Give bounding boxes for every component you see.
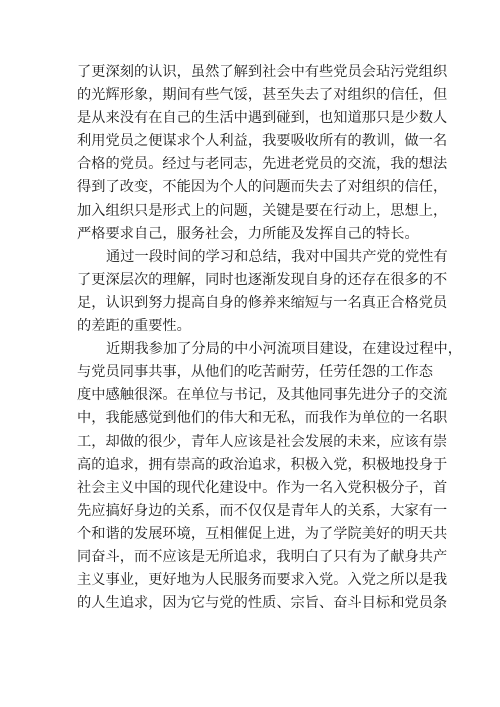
text-line: 加入组织只是形式上的问题，关键是要在行动上，思想上， — [77, 202, 448, 219]
text-line: 了更深层次的理解，同时也逐渐发现自身的还存在很多的不 — [77, 271, 448, 288]
text-line: 得到了改变，不能因为个人的问题而失去了对组织的信任， — [77, 179, 448, 196]
text-line: 严格要求自己，服务社会，力所能及发挥自己的特长。 — [77, 225, 419, 242]
text-line: 的人生追求，因为它与党的性质、宗旨、奋斗目标和党员条 — [77, 595, 448, 612]
paragraph-3 — [77, 338, 462, 615]
text-line: 高的追求，拥有崇高的政治追求，积极入党，积极地投身于 — [77, 456, 448, 473]
text-line: 先应搞好身边的关系，而不仅仅是青年人的关系，大家有一 — [77, 502, 448, 519]
text-line: 利用党员之便谋求个人利益，我要吸收所有的教训，做一名 — [77, 133, 448, 150]
text-line: 同奋斗，而不应该是无所追求，我明白了只有为了献身共产 — [77, 548, 448, 565]
document-body — [77, 61, 462, 615]
text-line: 通过一段时间的学习和总结，我对中国共产党的党性有 — [106, 248, 448, 265]
paragraph-1 — [77, 61, 448, 246]
text-line: 主义事业，更好地为人民服务而要求入党。入党之所以是我 — [77, 572, 448, 589]
text-line: 个和谐的发展环境，互相催促上进，为了学院美好的明天共 — [77, 525, 448, 542]
text-line: 足，认识到努力提高自身的修养来缩短与一名真正合格党员 — [77, 294, 448, 311]
paragraph-2 — [77, 246, 448, 338]
text-line: 是从来没有在自己的生活中遇到碰到，也知道那只是少数人 — [77, 110, 448, 127]
text-line: 度中感触很深。在单位与书记，及其他同事先进分子的交流 — [77, 387, 448, 404]
text-line: 近期我参加了分局的中小河流项目建设，在建设过程中， — [106, 341, 462, 358]
text-line: 与党员同事共事，从他们的吃苦耐劳，任劳任怨的工作态 — [77, 364, 433, 381]
text-line: 合格的党员。经过与老同志，先进老党员的交流，我的想法 — [77, 156, 448, 173]
text-line: 中，我能感觉到他们的伟大和无私，而我作为单位的一名职 — [77, 410, 448, 427]
text-line: 的光辉形象，期间有些气馁，甚至失去了对组织的信任，但 — [77, 87, 448, 104]
text-line: 的差距的重要性。 — [77, 318, 191, 335]
text-line: 了更深刻的认识，虽然了解到社会中有些党员会玷污党组织 — [77, 64, 448, 80]
text-line: 工，却做的很少，青年人应该是社会发展的未来，应该有崇 — [77, 433, 448, 450]
text-line: 社会主义中国的现代化建设中。作为一名入党积极分子，首 — [77, 479, 448, 496]
